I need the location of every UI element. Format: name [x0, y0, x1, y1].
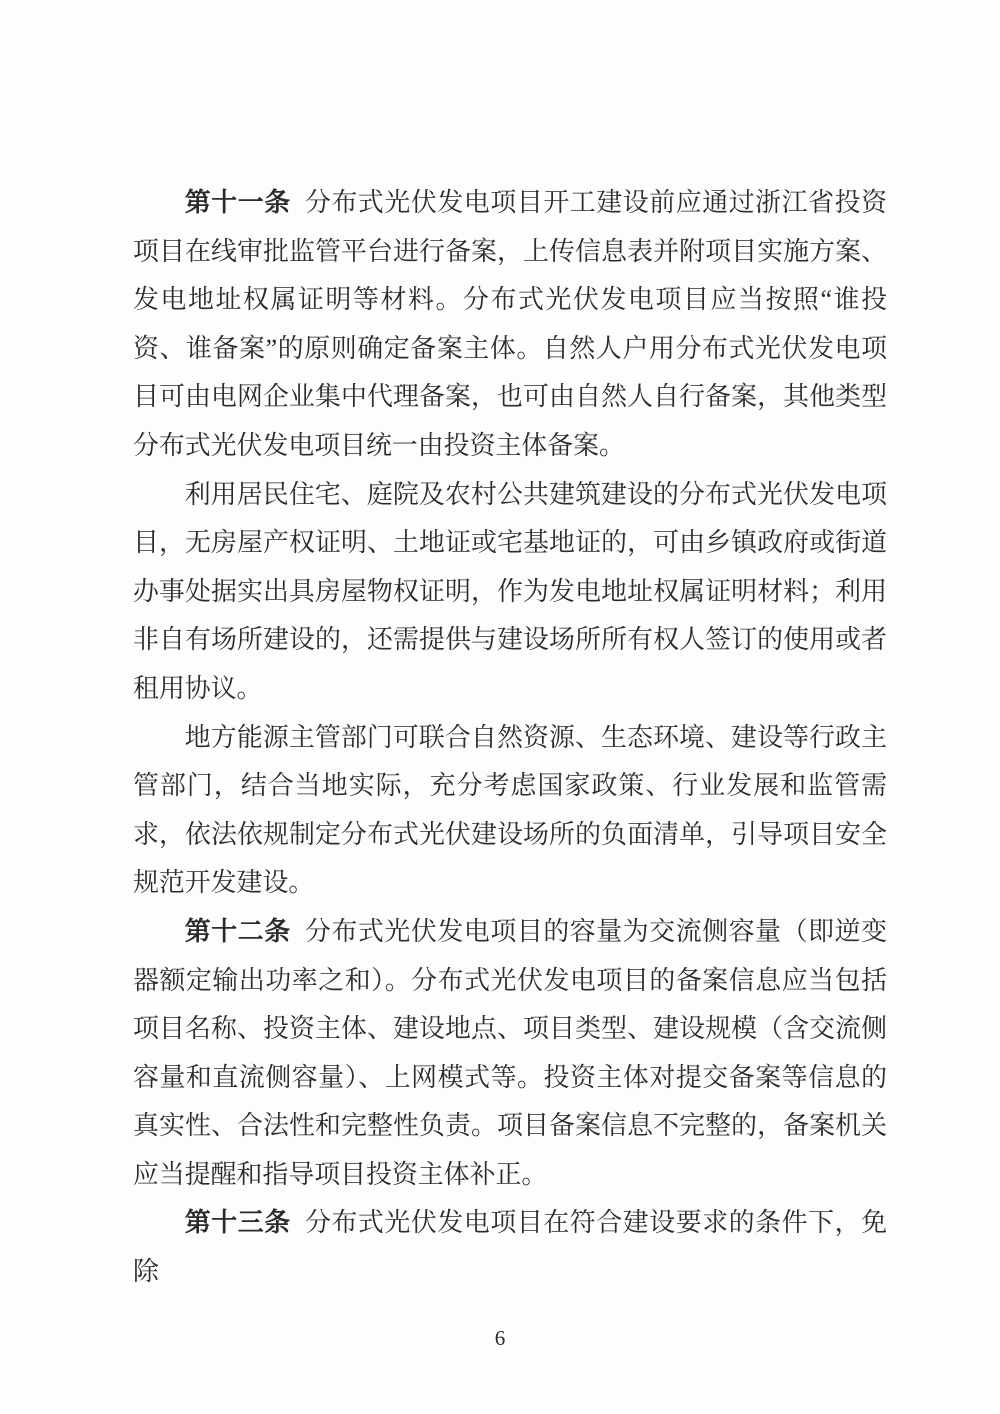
paragraph-housing-proof: [133, 471, 887, 714]
article-13-text: 分布式光伏发电项目在符合建设要求的条件下，免除: [133, 1208, 888, 1287]
paragraph-housing-proof-text: 利用居民住宅、庭院及农村公共建筑建设的分布式光伏发电项目，无房屋产权证明、土地证或宅基地证的，可由乡镇政府或街道办事处据实出具房屋物权证明，作为发电地址权属证明材料；利用非自有场所建设的，还需提供与建设场所所有权人签订的使用或者租用协议。: [133, 479, 887, 703]
document-body: [133, 179, 887, 1297]
paragraph-negative-list-text: 地方能源主管部门可联合自然资源、生态环境、建设等行政主管部门，结合当地实际，充分考虑国家政策、行业发展和监管需求，依法依规制定分布式光伏建设场所的负面清单，引导项目安全规范开发建设。: [133, 722, 887, 898]
article-11-heading: 第十一条: [184, 188, 291, 217]
article-12-heading: 第十二条: [184, 916, 291, 946]
article-13-heading: 第十三条: [184, 1208, 291, 1238]
article-12-text: 分布式光伏发电项目的容量为交流侧容量（即逆变器额定输出功率之和）。分布式光伏发电项目的备案信息应当包括项目名称、投资主体、建设地点、项目类型、建设规模（含交流侧容量和直流侧容量）、上网模式等。投资主体对提交备案等信息的真实性、合法性和完整性负责。项目备案信息不完整的，备案机关应当提醒和指导项目投资主体补正。: [133, 916, 888, 1189]
page-footer: [0, 1326, 1000, 1351]
paragraph-article-12: [133, 908, 887, 1200]
paragraph-article-13: [133, 1199, 887, 1296]
article-11-text: 分布式光伏发电项目开工建设前应通过浙江省投资项目在线审批监管平台进行备案，上传信息表并附项目实施方案、发电地址权属证明等材料。分布式光伏发电项目应当按照“谁投资、谁备案”的原则确定备案主体。自然人户用分布式光伏发电项目可由电网企业集中代理备案，也可由自然人自行备案，其他类型分布式光伏发电项目统一由投资主体备案。: [133, 188, 888, 460]
page-number: 6: [494, 1326, 506, 1350]
paragraph-article-11: [133, 179, 887, 471]
paragraph-negative-list: [133, 714, 887, 908]
